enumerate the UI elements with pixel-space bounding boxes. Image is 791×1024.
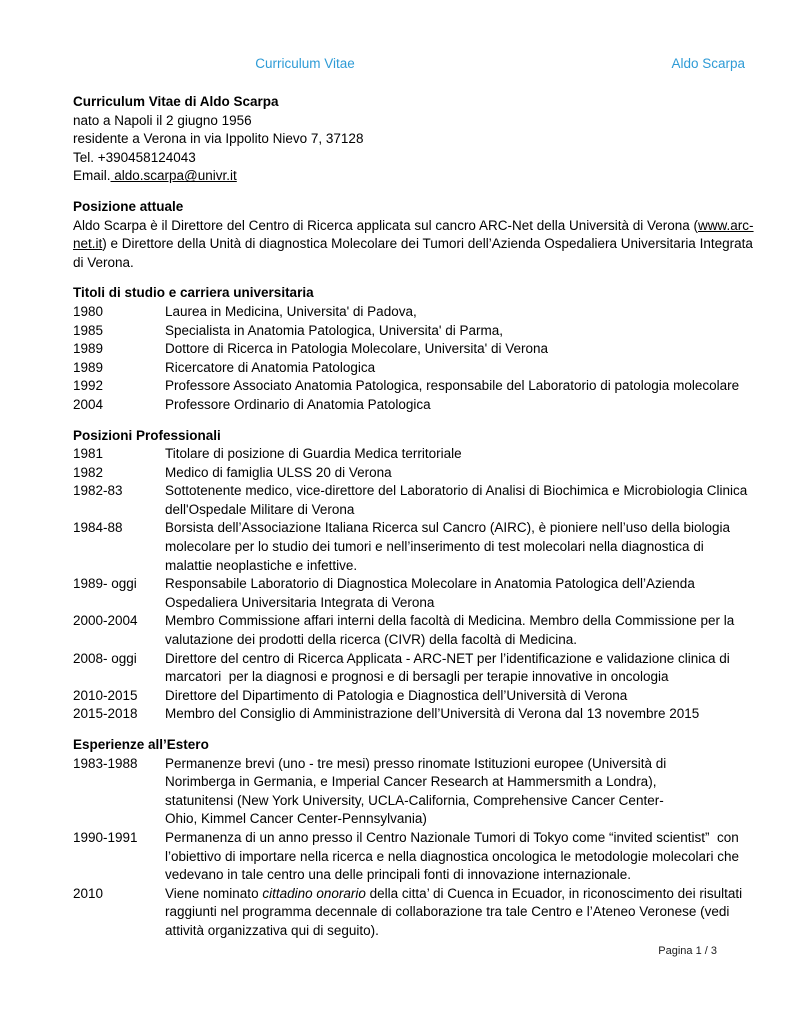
- timeline-row: [73, 755, 791, 829]
- intro-block: [73, 112, 791, 186]
- text-line: [165, 612, 791, 631]
- text-run: ) e Direttore della Unità di diagnostica Molecolare dei Tumori dell’Azienda Ospedaliera Universitaria Integrata: [102, 236, 753, 252]
- text-run: Permanenze brevi (uno - tre mesi) presso rinomate Istituzioni europee (Università di: [165, 755, 667, 771]
- row-date: 1981: [73, 446, 104, 462]
- text-run: Direttore del centro di Ricerca Applicata - ARC-NET per l’identificazione e validazione clinica di: [165, 650, 730, 666]
- timeline-row: [73, 687, 791, 706]
- text-line: [73, 112, 791, 131]
- text-line: [165, 903, 791, 922]
- row-description: [165, 519, 791, 575]
- timeline-row: [73, 303, 791, 322]
- text-run: Medico di famiglia ULSS 20 di Verona: [165, 464, 392, 480]
- section-heading: Titoli di studio e carriera universitaria: [73, 285, 314, 301]
- text-run: Viene nominato: [165, 885, 263, 901]
- row-description: [165, 612, 791, 649]
- row-date: 2004: [73, 396, 104, 412]
- text-line: [73, 167, 791, 186]
- row-description: [165, 705, 791, 724]
- timeline-row: [73, 575, 791, 612]
- text-line: [165, 322, 791, 341]
- row-date: 1982-83: [73, 483, 123, 499]
- row-date: 2008- oggi: [73, 650, 137, 666]
- text-line: [73, 235, 791, 254]
- link-text[interactable]: aldo.scarpa@univr.it: [110, 168, 237, 184]
- timeline-row: [73, 612, 791, 649]
- text-run: Aldo Scarpa è il Direttore del Centro di Ricerca applicata sul cancro ARC-Net della Università di Verona (: [73, 217, 699, 233]
- row-description: [165, 303, 791, 322]
- text-line: [165, 755, 791, 774]
- row-description: [165, 445, 791, 464]
- text-run: Sottotenente medico, vice-direttore del Laboratorio di Analisi di Biochimica e Microbiologia Clinica: [165, 483, 748, 499]
- text-line: [165, 810, 791, 829]
- row-date: 1982: [73, 464, 104, 480]
- text-line: [165, 631, 791, 650]
- row-description: [165, 482, 791, 519]
- text-line: [165, 396, 791, 415]
- text-line: [165, 557, 791, 576]
- text-run: Laurea in Medicina, Universita' di Padova,: [165, 303, 417, 319]
- text-line: [165, 359, 791, 378]
- row-description: [165, 464, 791, 483]
- text-run: vedevano in tale centro una delle principali fonti di innovazione internazionale.: [165, 867, 632, 883]
- text-line: [165, 687, 791, 706]
- row-date: 1989: [73, 359, 104, 375]
- row-date: 1992: [73, 378, 104, 394]
- text-run: raggiunti nel programma decennale di collaborazione tra tale Centro e l’Ateneo Veronese (vedi: [165, 904, 730, 920]
- sections-container: [73, 198, 791, 941]
- text-run: Professore Associato Anatomia Patologica, responsabile del Laboratorio di patologia molecolare: [165, 378, 740, 394]
- timeline-row: [73, 885, 791, 941]
- timeline-row: [73, 464, 791, 483]
- row-date: 1984-88: [73, 520, 123, 536]
- text-run: nato a Napoli il 2 giugno 1956: [73, 112, 252, 128]
- cv-section: [73, 198, 791, 272]
- text-run: malattie neoplastiche e infettive.: [165, 557, 358, 573]
- row-date: 2000-2004: [73, 613, 138, 629]
- text-line: [165, 848, 791, 867]
- timeline-row: [73, 482, 791, 519]
- row-date: 1980: [73, 303, 104, 319]
- text-line: [165, 650, 791, 669]
- timeline-row: [73, 322, 791, 341]
- text-line: [73, 254, 791, 273]
- row-date: 1989: [73, 341, 104, 357]
- page-number: Pagina 1 / 3: [658, 945, 717, 957]
- text-run: Titolare di posizione di Guardia Medica territoriale: [165, 446, 462, 462]
- cv-section: [73, 427, 791, 725]
- row-date: 2010-2015: [73, 687, 138, 703]
- timeline-row: [73, 445, 791, 464]
- text-run: Specialista in Anatomia Patologica, Universita' di Parma,: [165, 322, 503, 338]
- header-author: Aldo Scarpa: [671, 56, 745, 71]
- text-line: [165, 594, 791, 613]
- row-date: 2015-2018: [73, 706, 138, 722]
- text-run: Professore Ordinario di Anatomia Patologica: [165, 396, 431, 412]
- text-run: dell'Ospedale Militare di Verona: [165, 501, 355, 517]
- row-description: [165, 396, 791, 415]
- row-date: 1990-1991: [73, 829, 138, 845]
- row-description: [165, 829, 791, 885]
- text-line: [73, 130, 791, 149]
- row-description: [165, 359, 791, 378]
- timeline-row: [73, 705, 791, 724]
- text-line: [165, 538, 791, 557]
- text-line: [165, 519, 791, 538]
- header-title: Curriculum Vitae: [255, 56, 355, 71]
- text-run: della citta’ di Cuenca in Ecuador, in riconoscimento dei risultati: [365, 885, 743, 901]
- timeline-row: [73, 377, 791, 396]
- text-line: [165, 705, 791, 724]
- text-run: valutazione dei prodotti della ricerca (CIVR) della facoltà di Medicina.: [165, 632, 577, 648]
- link-text[interactable]: www.arc-: [698, 217, 754, 233]
- text-run: statunitensi (New York University, UCLA-California, Comprehensive Cancer Center-: [165, 792, 664, 808]
- row-date: 1989- oggi: [73, 576, 137, 592]
- row-description: [165, 755, 791, 829]
- row-description: [165, 340, 791, 359]
- text-line: [165, 885, 791, 904]
- text-run: Ospedaliera Universitaria Integrata di Verona: [165, 594, 435, 610]
- section-heading: Esperienze all’Estero: [73, 737, 209, 752]
- text-run: residente a Verona in via Ippolito Nievo 7, 37128: [73, 131, 364, 147]
- text-line: [165, 922, 791, 941]
- text-run: Dottore di Ricerca in Patologia Molecolare, Universita' di Verona: [165, 341, 549, 357]
- text-run: Permanenza di un anno presso il Centro Nazionale Tumori di Tokyo come “invited scientist” con: [165, 829, 739, 845]
- text-line: [165, 501, 791, 520]
- text-run: l’obiettivo di importare nella ricerca e nella diagnostica oncologica le metodologie molecolari che: [165, 848, 740, 864]
- italic-text: cittadino onorario: [262, 885, 366, 901]
- cv-title: Curriculum Vitae di Aldo Scarpa: [73, 94, 279, 109]
- text-line: [73, 149, 791, 168]
- cv-section: [73, 284, 791, 414]
- timeline-row: [73, 519, 791, 575]
- row-description: [165, 575, 791, 612]
- section-heading: Posizione attuale: [73, 198, 184, 214]
- text-run: Ricercatore di Anatomia Patologica: [165, 359, 376, 375]
- document-content: [73, 93, 791, 941]
- timeline-row: [73, 359, 791, 378]
- text-run: Membro Commissione affari interni della facoltà di Medicina. Membro della Commissione per la: [165, 613, 735, 629]
- row-description: [165, 650, 791, 687]
- text-run: Membro del Consiglio di Amministrazione dell’Università di Verona dal 13 novembre 2015: [165, 706, 700, 722]
- row-date: 2010: [73, 885, 104, 901]
- timeline-row: [73, 650, 791, 687]
- text-line: [165, 303, 791, 322]
- text-line: [165, 792, 791, 811]
- text-line: [165, 575, 791, 594]
- timeline-row: [73, 340, 791, 359]
- timeline-row: [73, 396, 791, 415]
- text-run: Direttore del Dipartimento di Patologia e Diagnostica dell’Università di Verona: [165, 687, 628, 703]
- row-description: [165, 377, 791, 396]
- text-line: [165, 773, 791, 792]
- text-run: Tel. +390458124043: [73, 149, 196, 165]
- text-line: [165, 377, 791, 396]
- text-line: [165, 829, 791, 848]
- text-run: Borsista dell’Associazione Italiana Ricerca sul Cancro (AIRC), è pioniere nell’uso della biologia: [165, 520, 731, 536]
- text-line: [165, 340, 791, 359]
- cv-section: [73, 736, 791, 941]
- text-run: di Verona.: [73, 254, 134, 270]
- text-line: [165, 482, 791, 501]
- text-run: Email.: [73, 168, 111, 184]
- text-run: Ohio, Kimmel Cancer Center-Pennsylvania): [165, 811, 427, 827]
- text-run: attività organizzativa qui di seguito).: [165, 922, 379, 938]
- row-date: 1985: [73, 322, 104, 338]
- row-description: [165, 885, 791, 941]
- text-run: Responsabile Laboratorio di Diagnostica Molecolare in Anatomia Patologica dell’Azienda: [165, 576, 695, 592]
- row-description: [165, 687, 791, 706]
- text-line: [165, 668, 791, 687]
- text-run: molecolare per lo studio dei tumori e nell’inserimento di test molecolari nella diagnostica di: [165, 539, 704, 555]
- page-header: [0, 55, 791, 74]
- link-text[interactable]: net.it: [73, 236, 103, 252]
- row-date: 1983-1988: [73, 755, 138, 771]
- section-heading: Posizioni Professionali: [73, 427, 221, 443]
- text-line: [73, 217, 791, 236]
- row-description: [165, 322, 791, 341]
- text-line: [165, 866, 791, 885]
- text-line: [165, 445, 791, 464]
- timeline-row: [73, 829, 791, 885]
- text-run: Norimberga in Germania, e Imperial Cancer Research at Hammersmith a Londra),: [165, 774, 657, 790]
- text-run: marcatori per la diagnosi e prognosi e di bersagli per terapie innovative in oncologia: [165, 669, 669, 685]
- text-line: [165, 464, 791, 483]
